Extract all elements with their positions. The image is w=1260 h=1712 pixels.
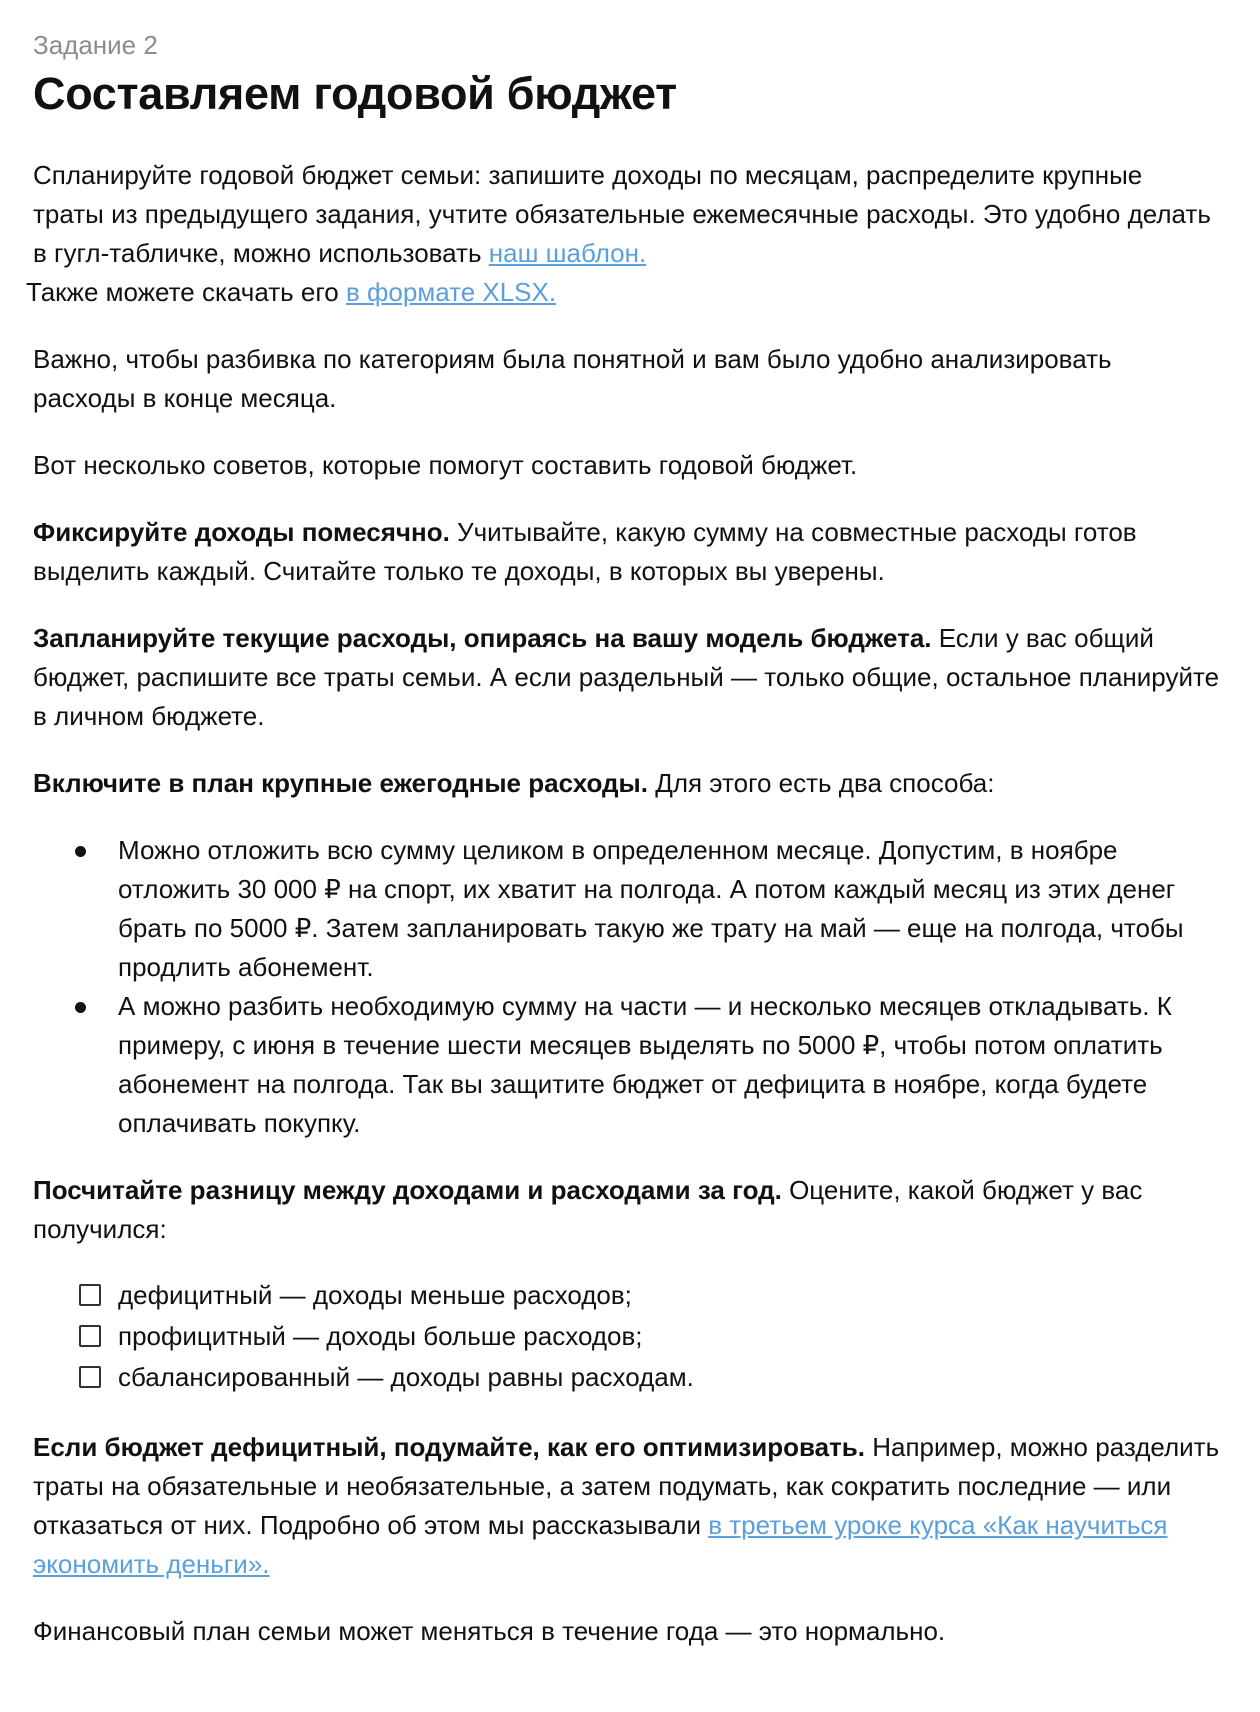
tips-intro-paragraph: Вот несколько советов, которые помогут составить годовой бюджет. (33, 450, 858, 480)
intro-text-1: Спланируйте годовой бюджет семьи: запишите доходы по месяцам, распределите крупные траты из предыдущего задания, учтите обязательные ежемесячные расходы. Это удобно делать в гугл-табличке, можно использовать (33, 160, 1211, 268)
tip-annual-text: Для этого есть два способа: (648, 768, 995, 798)
page-title: Составляем годовой бюджет (33, 68, 677, 119)
list-item-text: А можно разбить необходимую сумму на части — и несколько месяцев откладывать. К примеру, с июня в течение шести месяцев выделять по 5000 ₽, чтобы потом оплатить абонемент на полгода. Так вы защитите бюджет от дефицита в ноябре, когда будете оплачивать покупку. (118, 991, 1172, 1138)
intro-text-2: Также можете скачать его (26, 277, 346, 307)
checkbox-icon[interactable] (79, 1325, 101, 1347)
budget-type-checklist (33, 1275, 1220, 1398)
template-link[interactable]: наш шаблон. (488, 238, 647, 268)
checklist-item[interactable] (33, 1357, 1220, 1398)
tip-annual-heading: Включите в план крупные ежегодные расходы. (33, 768, 648, 798)
tip-difference-paragraph (33, 1171, 1220, 1249)
annual-methods-list (33, 831, 1220, 1143)
xlsx-link[interactable]: в формате XLSX. (345, 277, 557, 307)
closing-paragraph: Финансовый план семьи может меняться в течение года — это нормально. (33, 1616, 946, 1646)
list-item (33, 831, 1220, 987)
checklist-item-text: профицитный — доходы больше расходов; (118, 1321, 643, 1351)
tip-optimize-text: Например, можно разделить траты на обязательные и необязательные, а затем подумать, как сократить последние — или отказаться от них. Подробно об этом мы рассказывали (33, 1432, 1220, 1540)
tip-current-paragraph (33, 619, 1220, 736)
tip-difference-text: Оцените, какой бюджет у вас получился: (33, 1175, 1143, 1244)
tip-difference-heading: Посчитайте разницу между доходами и расходами за год. (33, 1175, 782, 1205)
list-item (33, 987, 1220, 1143)
tip-current-heading: Запланируйте текущие расходы, опираясь на вашу модель бюджета. (33, 623, 932, 653)
tip-income-paragraph (33, 513, 1220, 591)
checklist-item-text: сбалансированный — доходы равны расходам. (118, 1362, 694, 1392)
task-label: Задание 2 (33, 30, 158, 60)
checklist-item[interactable] (33, 1275, 1220, 1316)
course-lesson-link[interactable]: в третьем уроке курса «Как научиться экономить деньги». (33, 1510, 1168, 1579)
checkbox-icon[interactable] (79, 1284, 101, 1306)
checkbox-icon[interactable] (79, 1366, 101, 1388)
tip-income-text: Учитывайте, какую сумму на совместные расходы готов выделить каждый. Считайте только те доходы, в которых вы уверены. (33, 517, 1137, 586)
tip-current-text: Если у вас общий бюджет, распишите все траты семьи. А если раздельный — только общие, остальное планируйте в личном бюджете. (33, 623, 1220, 731)
bullet-icon (75, 1002, 86, 1013)
checklist-item[interactable] (33, 1316, 1220, 1357)
bullet-icon (75, 846, 86, 857)
tip-annual-paragraph (33, 764, 1220, 803)
tip-income-heading: Фиксируйте доходы помесячно. (33, 517, 450, 547)
intro-paragraph (26, 156, 1220, 312)
categories-paragraph: Важно, чтобы разбивка по категориям была понятной и вам было удобно анализировать расходы в конце месяца. (33, 344, 1112, 413)
list-item-text: Можно отложить всю сумму целиком в определенном месяце. Допустим, в ноябре отложить 30 000 ₽ на спорт, их хватит на полгода. А потом каждый месяц из этих денег брать по 5000 ₽. Затем запланировать такую же трату на май — еще на полгода, чтобы продлить абонемент. (118, 835, 1184, 982)
checklist-item-text: дефицитный — доходы меньше расходов; (118, 1280, 632, 1310)
tip-optimize-paragraph (33, 1428, 1220, 1584)
tip-optimize-heading: Если бюджет дефицитный, подумайте, как его оптимизировать. (33, 1432, 865, 1462)
